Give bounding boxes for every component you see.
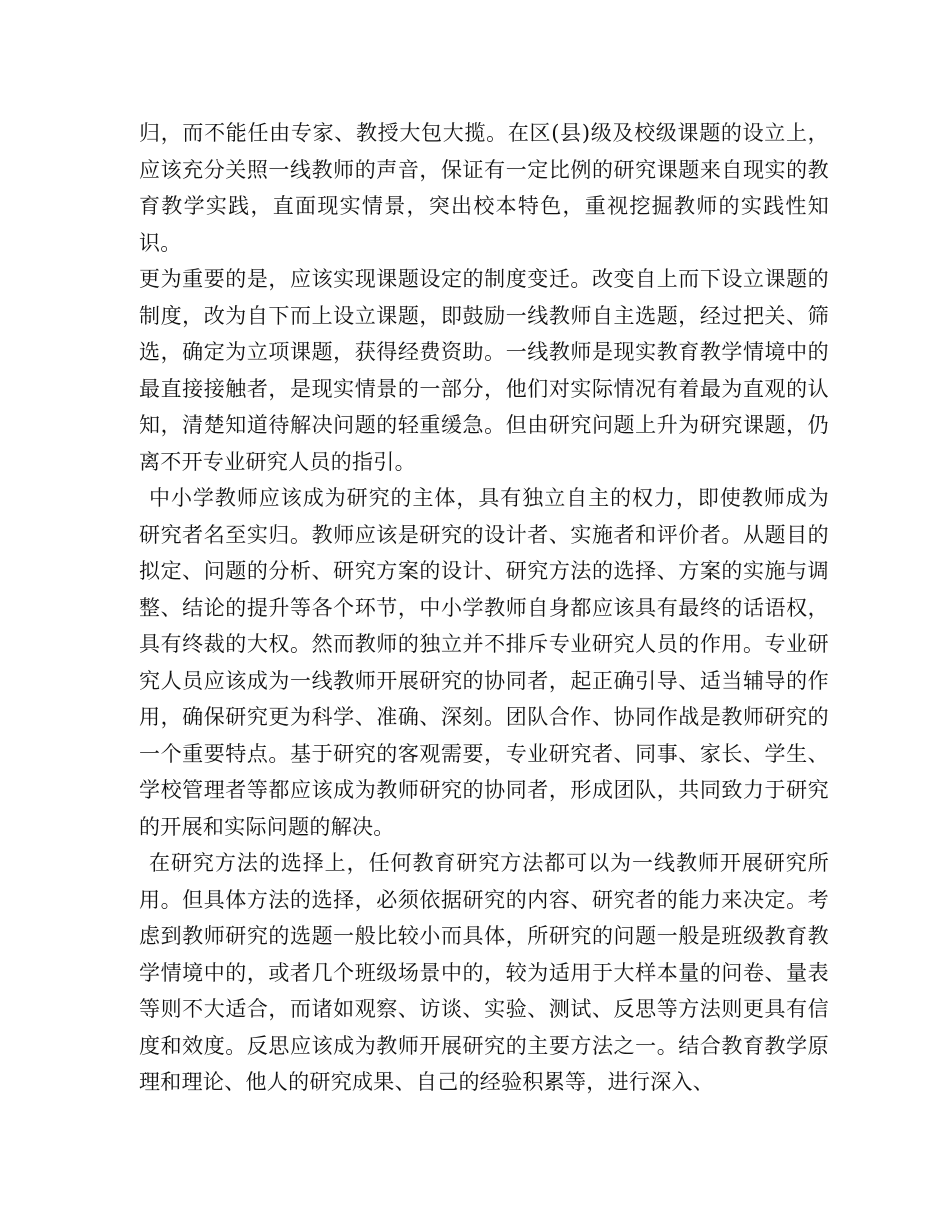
paragraph-4: 在研究方法的选择上，任何教育研究方法都可以为一线教师开展研究所用。但具体方法的选择，必须依据研究的内容、研究者的能力来决定。考虑到教师研究的选题一般比较小而具体，所研究的问题一般是班级教育教学情境中的，或者几个班级场景中的，较为适用于大样本量的问卷、量表等则不大适合，而诸如观察、访谈、实验、测试、反思等方法则更具有信度和效度。反思应该成为教师开展研究的主要方法之一。结合教育教学原理和理论、他人的研究成果、自己的经验积累等，进行深入、: [139, 851, 829, 1094]
document-body: [139, 115, 829, 1101]
paragraph-1: 归，而不能任由专家、教授大包大揽。在区(县)级及校级课题的设立上，应该充分关照一线教师的声音，保证有一定比例的研究课题来自现实的教育教学实践，直面现实情景，突出校本特色，重视挖掘教师的实践性知识。: [139, 121, 829, 255]
paragraph-3: 中小学教师应该成为研究的主体，具有独立自主的权力，即使教师成为研究者名至实归。教师应该是研究的设计者、实施者和评价者。从题目的拟定、问题的分析、研究方案的设计、研究方法的选择、方案的实施与调整、结论的提升等各个环节，中小学教师自身都应该具有最终的话语权，具有终裁的大权。然而教师的独立并不排斥专业研究人员的作用。专业研究人员应该成为一线教师开展研究的协同者，起正确引导、适当辅导的作用，确保研究更为科学、准确、深刻。团队合作、协同作战是教师研究的一个重要特点。基于研究的客观需要，专业研究者、同事、家长、学生、学校管理者等都应该成为教师研究的协同者，形成团队，共同致力于研究的开展和实际问题的解决。: [139, 486, 829, 839]
paragraph-2: 更为重要的是，应该实现课题设定的制度变迁。改变自上而下设立课题的制度，改为自下而上设立课题，即鼓励一线教师自主选题，经过把关、筛选，确定为立项课题，获得经费资助。一线教师是现实教育教学情境中的最直接接触者，是现实情景的一部分，他们对实际情况有着最为直观的认知，清楚知道待解决问题的轻重缓急。但由研究问题上升为研究课题，仍离不开专业研究人员的指引。: [139, 267, 829, 474]
